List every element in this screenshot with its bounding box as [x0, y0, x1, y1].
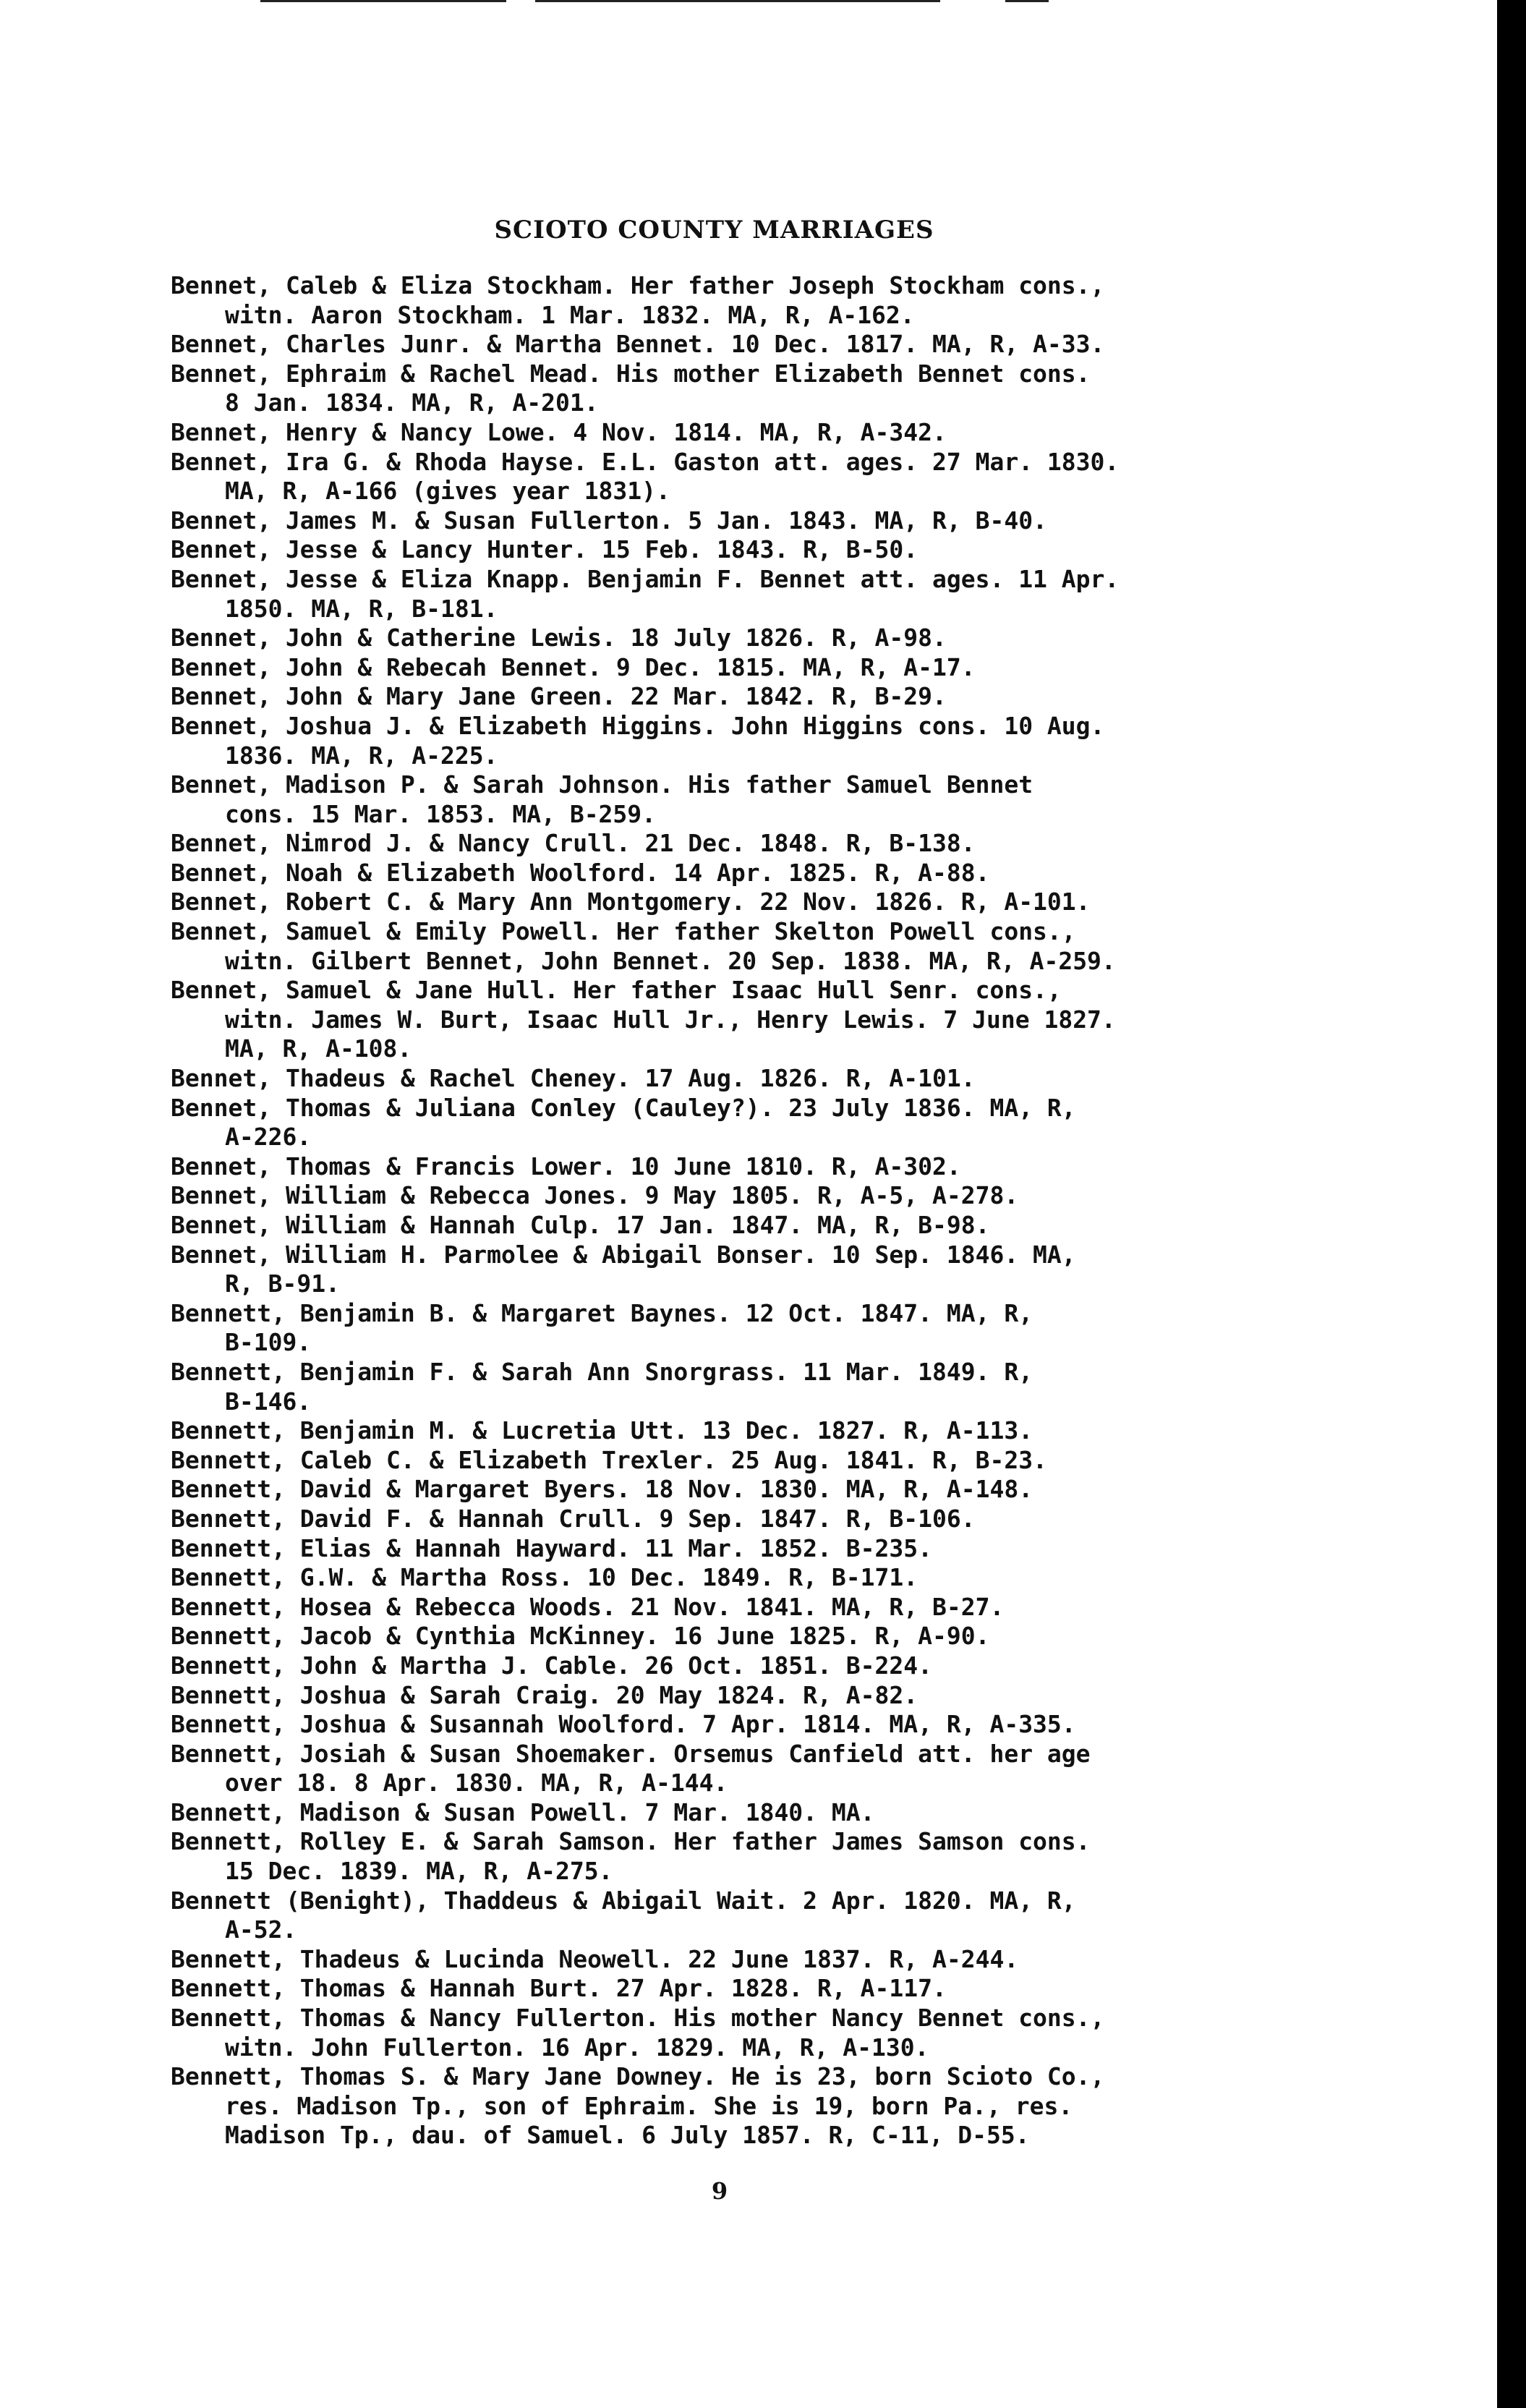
entry-line: Bennet, Robert C. & Mary Ann Montgomery. 22 Nov. 1826. R, A-101.: [171, 888, 1091, 916]
entry-line: Bennett, Hosea & Rebecca Woods. 21 Nov. 1841. MA, R, B-27.: [171, 1592, 1005, 1621]
page-title: SCIOTO COUNTY MARRIAGES: [494, 216, 934, 244]
entry-continuation-line: witn. John Fullerton. 16 Apr. 1829. MA, R, A-130.: [225, 2033, 929, 2062]
top-edge-mark: [535, 0, 940, 2]
entry-line: Bennett, Elias & Hannah Hayward. 11 Mar. 1852. B-235.: [171, 1533, 932, 1562]
marriage-entry: [171, 1740, 1342, 1798]
entry-line: Bennet, John & Rebecah Bennet. 9 Dec. 1815. MA, R, A-17.: [171, 652, 976, 681]
entry-line: Bennet, Ephraim & Rachel Mead. His mother Elizabeth Bennet cons.: [171, 359, 1091, 388]
entry-continuation-line: MA, R, A-108.: [225, 1034, 412, 1063]
entry-line: Bennett, Thomas & Nancy Fullerton. His mother Nancy Bennet cons.,: [171, 2004, 1105, 2033]
entry-line: Bennett, Benjamin M. & Lucretia Utt. 13 Dec. 1827. R, A-113.: [171, 1416, 1033, 1445]
entry-line: Bennet, William & Rebecca Jones. 9 May 1805. R, A-5, A-278.: [171, 1181, 1019, 1210]
entry-continuation-line: R, B-91.: [225, 1269, 340, 1298]
entry-continuation-line: res. Madison Tp., son of Ephraim. She is 19, born Pa., res.: [225, 2091, 1073, 2120]
marriage-entry: [171, 448, 1342, 506]
entry-line: Bennet, John & Mary Jane Green. 22 Mar. 1842. R, B-29.: [171, 682, 947, 711]
entry-continuation-line: 1850. MA, R, B-181.: [225, 594, 498, 623]
marriage-entry: [171, 1563, 1342, 1593]
marriage-entry: [171, 360, 1342, 418]
entry-line: Bennett, David & Margaret Byers. 18 Nov. 1830. MA, R, A-148.: [171, 1475, 1033, 1504]
entry-continuation-line: A-226.: [225, 1123, 312, 1152]
marriage-entry: [171, 1798, 1342, 1828]
entry-line: Bennett, John & Martha J. Cable. 26 Oct. 1851. B-224.: [171, 1651, 932, 1680]
entry-line: Bennet, Samuel & Jane Hull. Her father Isaac Hull Senr. cons.,: [171, 976, 1062, 1005]
entry-line: Bennet, Thomas & Juliana Conley (Cauley?). 23 July 1836. MA, R,: [171, 1093, 1076, 1122]
entry-continuation-line: 8 Jan. 1834. MA, R, A-201.: [225, 388, 599, 417]
entry-line: Bennet, William H. Parmolee & Abigail Bonser. 10 Sep. 1846. MA,: [171, 1240, 1076, 1269]
entry-line: Bennett, David F. & Hannah Crull. 9 Sep. 1847. R, B-106.: [171, 1504, 976, 1533]
marriage-entry: [171, 2004, 1342, 2062]
marriage-entry: [171, 565, 1342, 624]
marriage-entry: [171, 506, 1342, 536]
marriage-entry: [171, 1622, 1342, 1651]
entry-continuation-line: A-52.: [225, 1915, 297, 1944]
marriage-entry: [171, 1974, 1342, 2004]
scan-border: [1497, 0, 1526, 2408]
marriage-entry: [171, 1094, 1342, 1152]
marriage-entry: [171, 1827, 1342, 1886]
marriage-entry: [171, 888, 1342, 917]
entry-line: Bennet, Noah & Elizabeth Woolford. 14 Apr. 1825. R, A-88.: [171, 858, 990, 887]
entry-line: Bennet, Henry & Nancy Lowe. 4 Nov. 1814. MA, R, A-342.: [171, 417, 947, 446]
marriage-entry: [171, 1152, 1342, 1182]
entry-line: Bennet, Nimrod J. & Nancy Crull. 21 Dec. 1848. R, B-138.: [171, 829, 976, 858]
entry-line: Bennet, Ira G. & Rhoda Hayse. E.L. Gaston att. ages. 27 Mar. 1830.: [171, 447, 1120, 476]
marriage-entry: [171, 1181, 1342, 1211]
top-edge-mark: [260, 0, 506, 2]
entry-line: Bennett, Madison & Susan Powell. 7 Mar. 1840. MA.: [171, 1798, 875, 1826]
marriage-entry: [171, 1945, 1342, 1975]
entry-line: Bennett, Thomas & Hannah Burt. 27 Apr. 1828. R, A-117.: [171, 1974, 947, 2003]
entry-line: Bennett, Joshua & Susannah Woolford. 7 Apr. 1814. MA, R, A-335.: [171, 1710, 1076, 1739]
entry-continuation-line: witn. Aaron Stockham. 1 Mar. 1832. MA, R, A-162.: [225, 300, 915, 329]
entry-continuation-line: 1836. MA, R, A-225.: [225, 741, 498, 770]
entry-line: Bennet, Caleb & Eliza Stockham. Her father Joseph Stockham cons.,: [171, 271, 1105, 299]
marriage-entry: [171, 1505, 1342, 1534]
marriage-entry: [171, 1475, 1342, 1505]
marriage-entry: [171, 1299, 1342, 1358]
marriage-entry: [171, 829, 1342, 859]
entry-line: Bennet, Samuel & Emily Powell. Her father Skelton Powell cons.,: [171, 917, 1076, 946]
entry-continuation-line: B-109.: [225, 1328, 312, 1357]
entry-line: Bennet, Joshua J. & Elizabeth Higgins. John Higgins cons. 10 Aug.: [171, 711, 1105, 740]
entry-continuation-line: 15 Dec. 1839. MA, R, A-275.: [225, 1857, 613, 1886]
marriage-entry: [171, 1651, 1342, 1681]
entry-line: Bennett (Benight), Thaddeus & Abigail Wait. 2 Apr. 1820. MA, R,: [171, 1886, 1076, 1915]
entry-continuation-line: B-146.: [225, 1387, 312, 1416]
entry-line: Bennett, Caleb C. & Elizabeth Trexler. 25 Aug. 1841. R, B-23.: [171, 1445, 1047, 1474]
entry-line: Bennett, Rolley E. & Sarah Samson. Her father James Samson cons.: [171, 1827, 1091, 1856]
entry-line: Bennett, Joshua & Sarah Craig. 20 May 1824. R, A-82.: [171, 1680, 918, 1709]
entry-line: Bennett, Jacob & Cynthia McKinney. 16 June 1825. R, A-90.: [171, 1622, 990, 1651]
entry-continuation-line: witn. James W. Burt, Isaac Hull Jr., Henry Lewis. 7 June 1827.: [225, 1005, 1116, 1034]
entry-continuation-line: over 18. 8 Apr. 1830. MA, R, A-144.: [225, 1769, 728, 1798]
marriage-entry: [171, 1681, 1342, 1711]
marriage-entry: [171, 1446, 1342, 1476]
entry-line: Bennet, Jesse & Eliza Knapp. Benjamin F. Bennet att. ages. 11 Apr.: [171, 564, 1120, 593]
marriage-entry: [171, 1534, 1342, 1564]
marriage-entry: [171, 418, 1342, 448]
marriage-entry: [171, 1358, 1342, 1416]
marriage-entry: [171, 712, 1342, 770]
marriage-entry: [171, 2062, 1342, 2150]
marriage-entry: [171, 271, 1342, 330]
entry-continuation-line: MA, R, A-166 (gives year 1831).: [225, 477, 670, 506]
marriage-entry: [171, 917, 1342, 976]
entry-line: Bennett, Thadeus & Lucinda Neowell. 22 June 1837. R, A-244.: [171, 1944, 1019, 1973]
entry-line: Bennet, Charles Junr. & Martha Bennet. 10 Dec. 1817. MA, R, A-33.: [171, 330, 1105, 359]
marriage-entry: [171, 1593, 1342, 1622]
marriage-entry: [171, 653, 1342, 683]
entry-line: Bennett, G.W. & Martha Ross. 10 Dec. 1849. R, B-171.: [171, 1563, 918, 1592]
entry-line: Bennet, William & Hannah Culp. 17 Jan. 1847. MA, R, B-98.: [171, 1211, 990, 1239]
entry-line: Bennet, Jesse & Lancy Hunter. 15 Feb. 1843. R, B-50.: [171, 535, 918, 564]
entry-continuation-line: Madison Tp., dau. of Samuel. 6 July 1857. R, C-11, D-55.: [225, 2121, 1030, 2150]
marriage-entry: [171, 1211, 1342, 1241]
entry-continuation-line: witn. Gilbert Bennet, John Bennet. 20 Sep. 1838. MA, R, A-259.: [225, 946, 1116, 975]
entry-line: Bennett, Benjamin F. & Sarah Ann Snorgrass. 11 Mar. 1849. R,: [171, 1357, 1033, 1386]
marriage-entries-list: [171, 271, 1342, 2150]
entry-line: Bennet, Thomas & Francis Lower. 10 June 1810. R, A-302.: [171, 1152, 961, 1180]
entry-line: Bennett, Thomas S. & Mary Jane Downey. He is 23, born Scioto Co.,: [171, 2062, 1105, 2091]
entry-line: Bennett, Benjamin B. & Margaret Baynes. 12 Oct. 1847. MA, R,: [171, 1298, 1033, 1327]
marriage-entry: [171, 535, 1342, 565]
entry-line: Bennet, Madison P. & Sarah Johnson. His father Samuel Bennet: [171, 770, 1033, 799]
marriage-entry: [171, 1710, 1342, 1740]
marriage-entry: [171, 1886, 1342, 1945]
entry-line: Bennet, John & Catherine Lewis. 18 July 1826. R, A-98.: [171, 624, 947, 652]
marriage-entry: [171, 770, 1342, 829]
marriage-entry: [171, 976, 1342, 1064]
marriage-entry: [171, 330, 1342, 360]
marriage-entry: [171, 859, 1342, 888]
page-number: 9: [711, 2177, 728, 2205]
top-edge-mark: [1005, 0, 1049, 2]
marriage-entry: [171, 1416, 1342, 1446]
marriage-entry: [171, 624, 1342, 653]
entry-continuation-line: cons. 15 Mar. 1853. MA, B-259.: [225, 799, 657, 828]
marriage-entry: [171, 1241, 1342, 1299]
entry-line: Bennet, Thadeus & Rachel Cheney. 17 Aug. 1826. R, A-101.: [171, 1064, 976, 1093]
entry-line: Bennet, James M. & Susan Fullerton. 5 Jan. 1843. MA, R, B-40.: [171, 506, 1047, 535]
marriage-entry: [171, 682, 1342, 712]
entry-line: Bennett, Josiah & Susan Shoemaker. Orsemus Canfield att. her age: [171, 1739, 1091, 1768]
marriage-entry: [171, 1064, 1342, 1094]
